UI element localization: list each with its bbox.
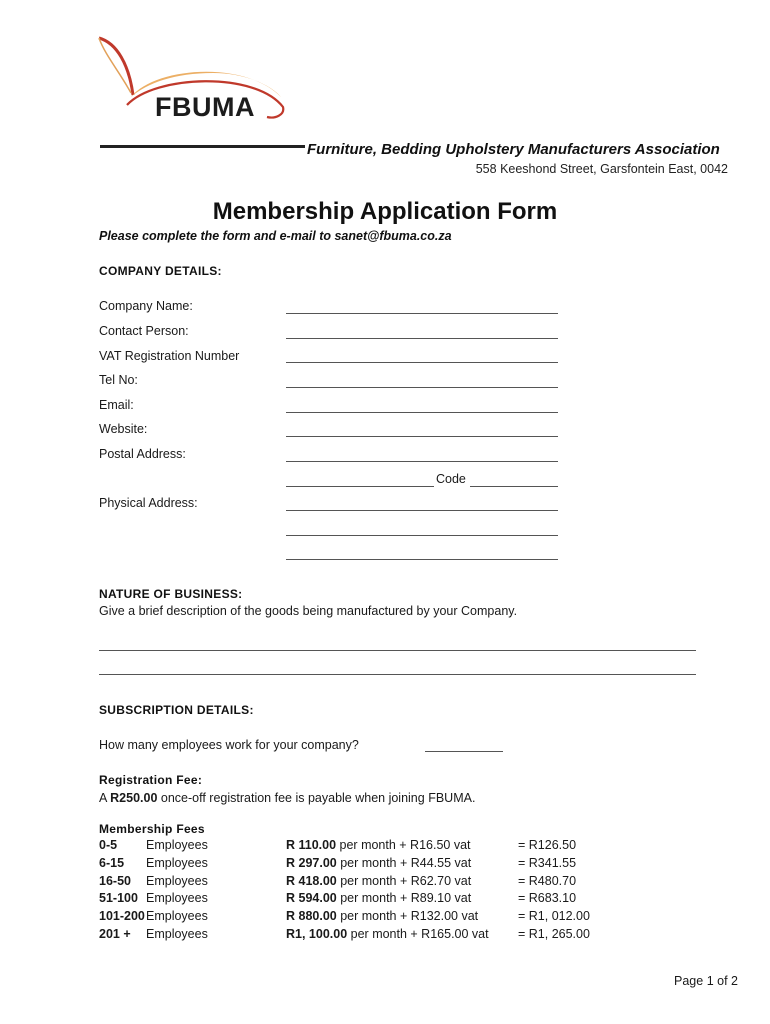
- physical-address-label: Physical Address:: [99, 496, 198, 510]
- company-details-heading: COMPANY DETAILS:: [99, 264, 222, 278]
- fee-price: [286, 927, 518, 945]
- website-label: Website:: [99, 422, 148, 436]
- business-description-field-2[interactable]: [99, 674, 696, 675]
- fee-price: [286, 838, 518, 856]
- association-name: Furniture, Bedding Upholstery Manufacturers Association: [307, 141, 720, 158]
- contact-person-label: Contact Person:: [99, 324, 189, 338]
- fee-amount: R 594.00: [286, 891, 337, 906]
- form-title: Membership Application Form: [212, 198, 558, 225]
- fee-price: [286, 891, 518, 909]
- table-row: [99, 891, 638, 909]
- fee-amount: R 110.00: [286, 838, 337, 852]
- fee-rest: per month + R62.70 vat: [340, 873, 472, 888]
- registration-amount: R250.00: [110, 791, 158, 805]
- fee-price: [286, 909, 518, 927]
- email-label: Email:: [99, 398, 134, 412]
- fee-amount: R1, 100.00: [286, 926, 348, 941]
- fee-unit: Employees: [146, 926, 208, 941]
- fee-unit: Employees: [146, 909, 208, 924]
- vat-number-label: VAT Registration Number: [99, 349, 240, 363]
- table-row: [99, 874, 638, 892]
- vat-number-field[interactable]: [286, 362, 558, 363]
- fee-total: = R126.50: [518, 838, 577, 852]
- fee-total: = R1, 265.00: [518, 926, 590, 941]
- fee-range: 0-5: [99, 838, 118, 852]
- fee-rest: per month + R89.10 vat: [340, 891, 472, 906]
- registration-suffix: once-off registration fee is payable when joining FBUMA.: [160, 791, 476, 805]
- fee-total: = R683.10: [518, 891, 577, 906]
- table-row: [99, 909, 638, 927]
- fee-unit: Employees: [146, 891, 208, 906]
- fee-range: 16-50: [99, 873, 131, 888]
- fee-rest: per month + R132.00 vat: [340, 909, 479, 924]
- postal-address-field-2[interactable]: [286, 486, 434, 487]
- fee-price: [286, 874, 518, 892]
- postal-code-label: Code: [436, 472, 466, 486]
- physical-address-field-1[interactable]: [286, 510, 558, 511]
- company-name-label: Company Name:: [99, 299, 193, 313]
- fee-rest: per month + R16.50 vat: [339, 838, 471, 852]
- form-instruction: Please complete the form and e-mail to sanet@fbuma.co.za: [99, 229, 452, 243]
- registration-prefix: A: [99, 791, 107, 805]
- page-total: 2: [731, 974, 738, 988]
- membership-fees-heading: Membership Fees: [99, 822, 205, 836]
- contact-person-field[interactable]: [286, 338, 558, 339]
- fee-range: 6-15: [99, 855, 125, 870]
- page-number: [674, 974, 738, 988]
- employees-question: How many employees work for your company?: [99, 738, 359, 752]
- nature-of-business-heading: NATURE OF BUSINESS:: [99, 587, 243, 601]
- fee-range: 201 +: [99, 926, 131, 941]
- fee-price: [286, 856, 518, 874]
- association-address: 558 Keeshond Street, Garsfontein East, 0042: [475, 162, 728, 176]
- fee-unit: Employees: [146, 873, 208, 888]
- physical-address-field-3[interactable]: [286, 559, 558, 560]
- fee-total: = R341.55: [518, 855, 577, 870]
- website-field[interactable]: [286, 436, 558, 437]
- table-row: [99, 838, 638, 856]
- business-description-prompt: Give a brief description of the goods being manufactured by your Company.: [99, 604, 518, 618]
- fee-unit: Employees: [146, 855, 208, 870]
- employees-count-field[interactable]: [425, 751, 503, 752]
- fee-amount: R 880.00: [286, 909, 337, 924]
- business-description-field-1[interactable]: [99, 650, 696, 651]
- company-name-field[interactable]: [286, 313, 558, 314]
- postal-code-field[interactable]: [470, 486, 558, 487]
- fee-range: 51-100: [99, 891, 138, 906]
- email-field[interactable]: [286, 412, 558, 413]
- fee-unit: Employees: [146, 838, 208, 852]
- physical-address-field-2[interactable]: [286, 535, 558, 536]
- fee-range: 101-200: [99, 909, 145, 924]
- table-row: [99, 856, 638, 874]
- postal-address-label: Postal Address:: [99, 447, 186, 461]
- registration-fee-heading: Registration Fee:: [99, 773, 203, 787]
- fee-total: = R480.70: [518, 873, 577, 888]
- tel-no-field[interactable]: [286, 387, 558, 388]
- fee-amount: R 418.00: [286, 873, 337, 888]
- registration-fee-text: [99, 791, 475, 805]
- table-row: [99, 927, 638, 945]
- header-rule: [100, 145, 305, 148]
- subscription-details-heading: SUBSCRIPTION DETAILS:: [99, 703, 254, 717]
- fee-total: = R1, 012.00: [518, 909, 590, 924]
- page-of: of: [717, 974, 728, 988]
- tel-no-label: Tel No:: [99, 373, 138, 387]
- fee-rest: per month + R44.55 vat: [340, 855, 472, 870]
- postal-address-field-1[interactable]: [286, 461, 558, 462]
- page-current: 1: [706, 974, 714, 988]
- membership-fees-table: [99, 838, 638, 945]
- fee-amount: R 297.00: [286, 855, 337, 870]
- logo-text: FBUMA: [155, 92, 255, 122]
- page-prefix: Page: [674, 974, 704, 988]
- fee-rest: per month + R165.00 vat: [350, 926, 489, 941]
